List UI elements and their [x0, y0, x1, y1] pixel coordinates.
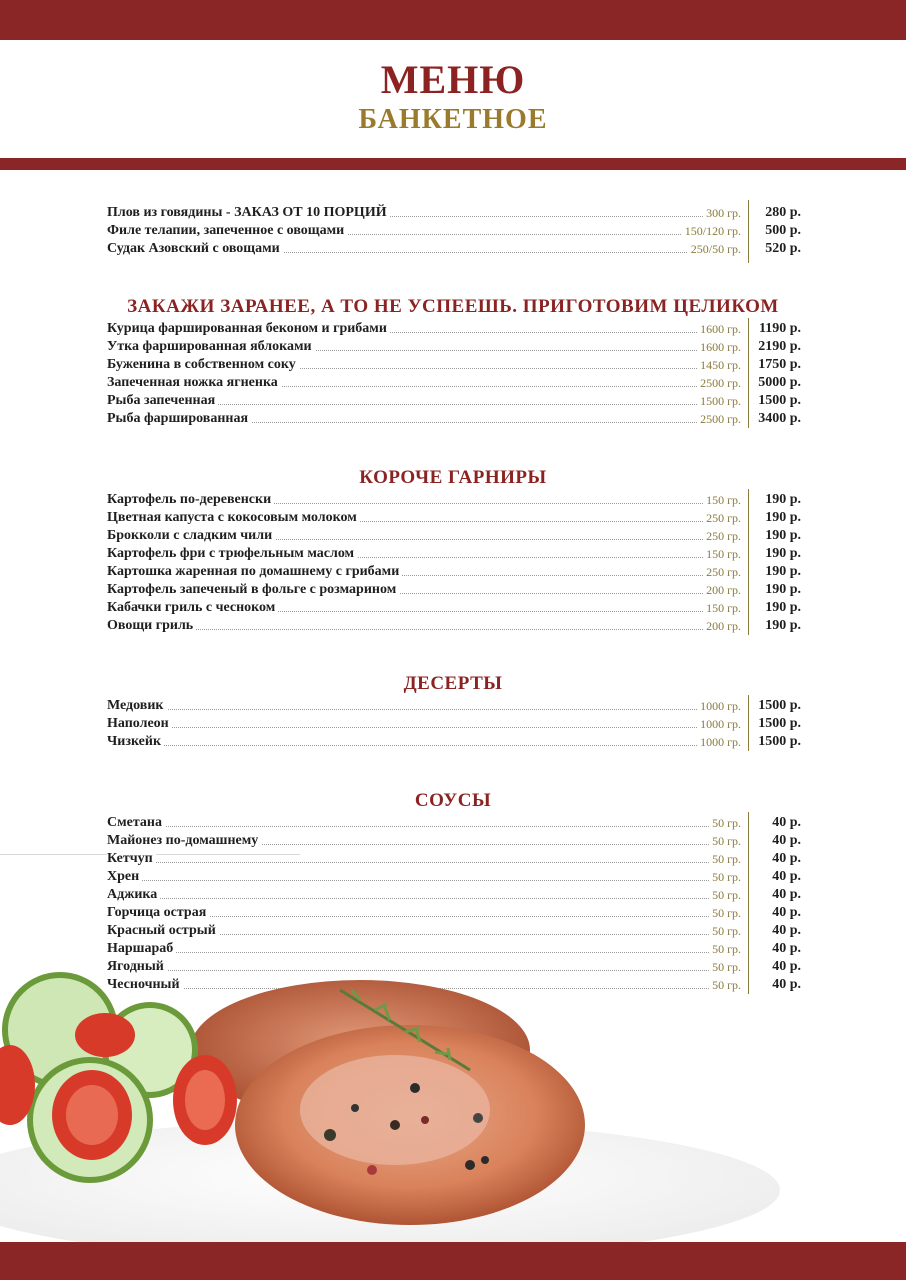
section-heading: СОУСЫ	[414, 790, 492, 811]
page-title: МЕНЮ	[380, 57, 526, 102]
menu-item	[107, 715, 801, 733]
item-weight: 250 гр.	[703, 509, 741, 527]
item-name: Медовик	[107, 697, 167, 715]
menu-item	[107, 563, 801, 581]
item-price: 1500 р.	[758, 393, 801, 408]
menu-item	[107, 940, 801, 958]
item-weight: 1600 гр.	[697, 320, 741, 338]
item-weight: 300 гр.	[703, 204, 741, 222]
item-price: 40 р.	[772, 887, 801, 902]
item-price: 3400 р.	[758, 411, 801, 426]
item-name: Майонез по-домашнему	[107, 832, 261, 850]
item-name: Курица фаршированная беконом и грибами	[107, 320, 390, 338]
item-name: Аджика	[107, 886, 160, 904]
menu-item	[107, 868, 801, 886]
item-price: 520 р.	[765, 241, 801, 256]
item-name: Филе телапии, запеченное с овощами	[107, 222, 347, 240]
item-name: Хрен	[107, 868, 142, 886]
item-name: Рыба фаршированная	[107, 410, 251, 428]
item-name: Ягодный	[107, 958, 167, 976]
menu-item	[107, 850, 801, 868]
item-price: 2190 р.	[758, 339, 801, 354]
item-name: Кетчуп	[107, 850, 156, 868]
item-name: Кабачки гриль с чесноком	[107, 599, 278, 617]
item-name: Сметана	[107, 814, 165, 832]
item-weight: 1000 гр.	[697, 715, 741, 733]
menu-item	[107, 356, 801, 374]
menu-item	[107, 545, 801, 563]
item-price: 40 р.	[772, 851, 801, 866]
item-price: 40 р.	[772, 941, 801, 956]
item-weight: 1000 гр.	[697, 697, 741, 715]
menu-item	[107, 922, 801, 940]
item-name: Горчица острая	[107, 904, 209, 922]
menu-item	[107, 491, 801, 509]
section-heading: ЗАКАЖИ ЗАРАНЕЕ, А ТО НЕ УСПЕЕШЬ. ПРИГОТОВИМ ЦЕЛИКОМ	[127, 296, 779, 317]
menu-item	[107, 320, 801, 338]
bottom-band	[0, 1242, 906, 1280]
menu-item	[107, 338, 801, 356]
menu-item	[107, 904, 801, 922]
item-weight: 1500 гр.	[697, 392, 741, 410]
item-price: 40 р.	[772, 959, 801, 974]
top-band	[0, 0, 906, 40]
item-price: 40 р.	[772, 815, 801, 830]
item-weight: 200 гр.	[703, 581, 741, 599]
item-weight: 50 гр.	[709, 886, 741, 904]
item-name: Чесночный	[107, 976, 183, 994]
item-name: Утка фаршированная яблоками	[107, 338, 315, 356]
item-name: Цветная капуста с кокосовым молоком	[107, 509, 360, 527]
item-price: 40 р.	[772, 869, 801, 884]
item-price: 40 р.	[772, 977, 801, 992]
item-name: Наршараб	[107, 940, 176, 958]
item-price: 40 р.	[772, 923, 801, 938]
item-name: Брокколи с сладким чили	[107, 527, 275, 545]
menu-item	[107, 733, 801, 751]
menu-item	[107, 240, 801, 258]
menu-item	[107, 204, 801, 222]
item-weight: 50 гр.	[709, 904, 741, 922]
item-name: Запеченная ножка ягненка	[107, 374, 281, 392]
item-name: Овощи гриль	[107, 617, 196, 635]
item-price: 190 р.	[765, 528, 801, 543]
item-name: Картофель фри с трюфельным маслом	[107, 545, 357, 563]
item-price: 40 р.	[772, 833, 801, 848]
menu-item	[107, 814, 801, 832]
item-weight: 200 гр.	[703, 617, 741, 635]
item-weight: 50 гр.	[709, 958, 741, 976]
header-divider-band	[0, 158, 906, 170]
item-price: 1500 р.	[758, 734, 801, 749]
menu-item	[107, 697, 801, 715]
item-weight: 250 гр.	[703, 563, 741, 581]
item-price: 1750 р.	[758, 357, 801, 372]
item-weight: 2500 гр.	[697, 374, 741, 392]
item-name: Рыба запеченная	[107, 392, 218, 410]
menu-item	[107, 527, 801, 545]
item-price: 190 р.	[765, 492, 801, 507]
item-name: Чизкейк	[107, 733, 164, 751]
item-price: 190 р.	[765, 564, 801, 579]
item-weight: 50 гр.	[709, 976, 741, 994]
menu-item	[107, 509, 801, 527]
menu-item	[107, 599, 801, 617]
item-price: 190 р.	[765, 600, 801, 615]
item-weight: 150 гр.	[703, 545, 741, 563]
item-price: 280 р.	[765, 205, 801, 220]
item-weight: 150 гр.	[703, 491, 741, 509]
page-subtitle: БАНКЕТНОЕ	[358, 104, 548, 135]
item-name: Судак Азовский с овощами	[107, 240, 283, 258]
item-weight: 150 гр.	[703, 599, 741, 617]
menu-item	[107, 617, 801, 635]
item-weight: 150/120 гр.	[682, 222, 741, 240]
item-name: Картошка жаренная по домашнему с грибами	[107, 563, 402, 581]
item-weight: 50 гр.	[709, 814, 741, 832]
item-price: 190 р.	[765, 618, 801, 633]
menu-item	[107, 832, 801, 850]
food-photo	[0, 960, 906, 1242]
item-name: Красный острый	[107, 922, 219, 940]
item-price: 1190 р.	[758, 321, 801, 336]
item-price: 190 р.	[765, 582, 801, 597]
menu-item	[107, 222, 801, 240]
item-price: 190 р.	[765, 510, 801, 525]
item-name: Плов из говядины - ЗАКАЗ ОТ 10 ПОРЦИЙ	[107, 204, 390, 222]
item-price: 190 р.	[765, 546, 801, 561]
item-weight: 1450 гр.	[697, 356, 741, 374]
menu-item	[107, 392, 801, 410]
item-weight: 1000 гр.	[697, 733, 741, 751]
item-weight: 50 гр.	[709, 940, 741, 958]
menu-item	[107, 886, 801, 904]
item-price: 5000 р.	[758, 375, 801, 390]
menu-item	[107, 410, 801, 428]
item-name: Наполеон	[107, 715, 172, 733]
item-price: 500 р.	[765, 223, 801, 238]
item-weight: 50 гр.	[709, 922, 741, 940]
item-weight: 250 гр.	[703, 527, 741, 545]
item-weight: 1600 гр.	[697, 338, 741, 356]
item-weight: 50 гр.	[709, 868, 741, 886]
item-name: Картофель запеченый в фольге с розмарином	[107, 581, 399, 599]
menu-item	[107, 581, 801, 599]
menu-item	[107, 374, 801, 392]
item-price: 1500 р.	[758, 698, 801, 713]
item-price: 40 р.	[772, 905, 801, 920]
item-name: Буженина в собственном соку	[107, 356, 299, 374]
item-name: Картофель по-деревенски	[107, 491, 274, 509]
section-heading: ДЕСЕРТЫ	[403, 673, 503, 694]
section-heading: КОРОЧЕ ГАРНИРЫ	[359, 467, 547, 488]
item-weight: 50 гр.	[709, 832, 741, 850]
item-weight: 50 гр.	[709, 850, 741, 868]
item-weight: 2500 гр.	[697, 410, 741, 428]
item-weight: 250/50 гр.	[688, 240, 741, 258]
item-price: 1500 р.	[758, 716, 801, 731]
